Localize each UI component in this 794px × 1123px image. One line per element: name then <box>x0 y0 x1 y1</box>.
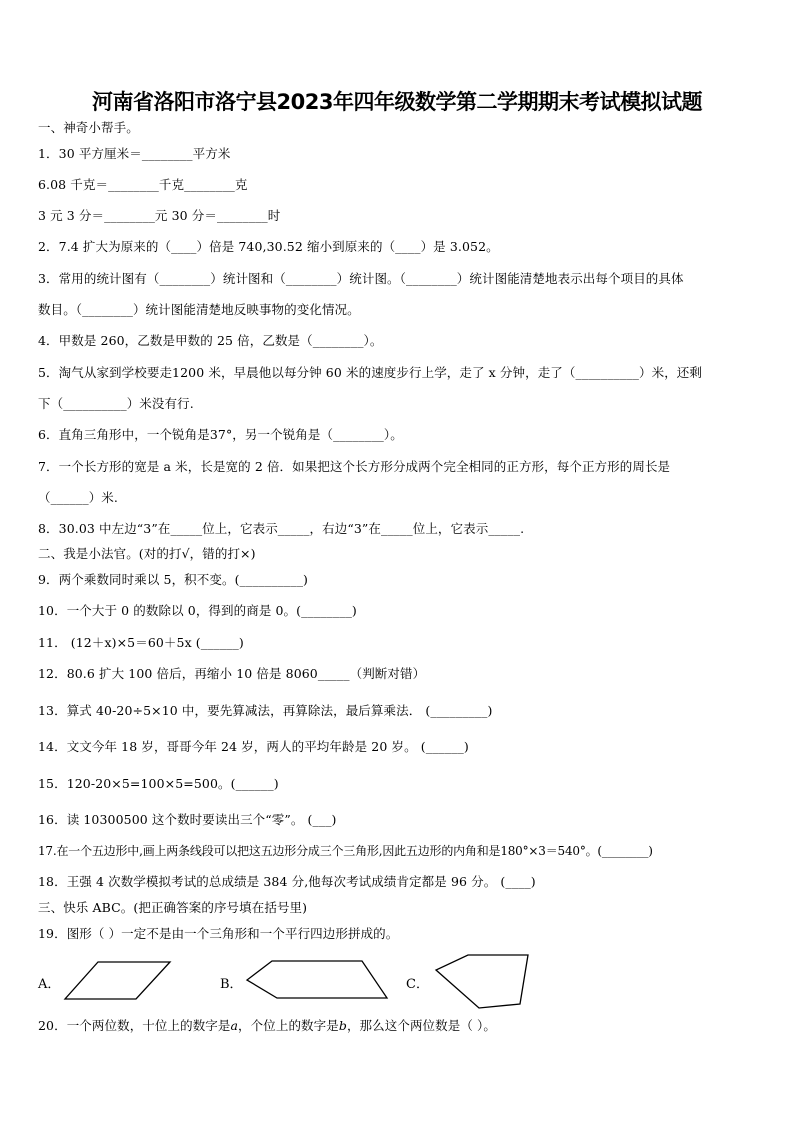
question-line: 8．30.03 中左边“3”在_____位上，它表示_____，右边“3”在_____位上，它表示_____. <box>38 521 525 536</box>
question-19-options <box>0 940 794 1020</box>
section-heading: 一、神奇小帮手。 <box>38 120 139 135</box>
pentagon-shape <box>432 952 532 1010</box>
question-line: 下（__________）米没有行. <box>38 396 194 411</box>
question-line: 6.08 千克＝________千克________克 <box>38 177 248 192</box>
question-line: 4．甲数是 260，乙数是甲数的 25 倍，乙数是（________）。 <box>38 333 383 348</box>
question-line: 15．120-20×5=100×5=500。(______) <box>38 776 279 791</box>
question-line: 18．王强 4 次数学模拟考试的总成绩是 384 分,他每次考试成绩肯定都是 96 分。 (____) <box>38 874 536 889</box>
question-line: 9．两个乘数同时乘以 5，积不变。(__________) <box>38 572 309 587</box>
question-line: 10．一个大于 0 的数除以 0，得到的商是 0。(________) <box>38 603 357 618</box>
question-line: 20．一个两位数，十位上的数字是𝑎，个位上的数字是𝑏，那么这个两位数是（ ）。 <box>38 1018 496 1033</box>
question-line: 3．常用的统计图有（________）统计图和（________）统计图。（________）统计图能清楚地表示出每个项目的具体 <box>38 271 684 286</box>
option-a-label: A． <box>38 977 61 992</box>
question-line: 16．读 10300500 这个数时要读出三个“零”。 (___) <box>38 812 337 827</box>
question-line: 5．淘气从家到学校要走1200 米，早晨他以每分钟 60 米的速度步行上学，走了 x 分钟，走了（__________）米，还剩 <box>38 365 702 380</box>
question-line: 2．7.4 扩大为原来的（____）倍是 740,30.52 缩小到原来的（____）是 3.052。 <box>38 239 499 254</box>
option-c-label: C． <box>406 977 429 992</box>
hexagon-shape <box>244 958 394 1002</box>
page-title: 河南省洛阳市洛宁县2023年四年级数学第二学期期末考试模拟试题 <box>92 90 702 114</box>
question-line: 13．算式 40-20÷5×10 中，要先算减法，再算除法，最后算乘法． (_________) <box>38 703 493 718</box>
question-line: 11． (12＋x)×5＝60＋5x (______) <box>38 635 244 650</box>
question-line: 6．直角三角形中，一个锐角是37°，另一个锐角是（________）。 <box>38 427 403 442</box>
question-line: 1．30 平方厘米＝________平方米 <box>38 146 231 161</box>
parallelogram-shape <box>62 960 172 1002</box>
question-line: 数目。（________）统计图能清楚地反映事物的变化情况。 <box>38 302 360 317</box>
section-heading: 二、我是小法官。(对的打√，错的打×) <box>38 546 256 561</box>
question-line: 12．80.6 扩大 100 倍后，再缩小 10 倍是 8060_____（判断对错） <box>38 666 426 681</box>
question-line: 7．一个长方形的宽是 a 米，长是宽的 2 倍．如果把这个长方形分成两个完全相同的正方形，每个正方形的周长是 <box>38 459 671 474</box>
question-line: 17.在一个五边形中,画上两条线段可以把这五边形分成三个三角形,因此五边形的内角和是180°×3＝540°。(________) <box>38 844 653 858</box>
question-line: 3 元 3 分＝________元 30 分＝________时 <box>38 208 281 223</box>
option-b-label: B． <box>220 977 243 992</box>
question-line: 14．文文今年 18 岁，哥哥今年 24 岁，两人的平均年龄是 20 岁。 (______) <box>38 739 469 754</box>
question-line: （______）米. <box>38 490 118 505</box>
question-line: 19．图形（ ）一定不是由一个三角形和一个平行四边形拼成的。 <box>38 926 399 941</box>
section-heading: 三、快乐 ABC。(把正确答案的序号填在括号里) <box>38 900 308 915</box>
